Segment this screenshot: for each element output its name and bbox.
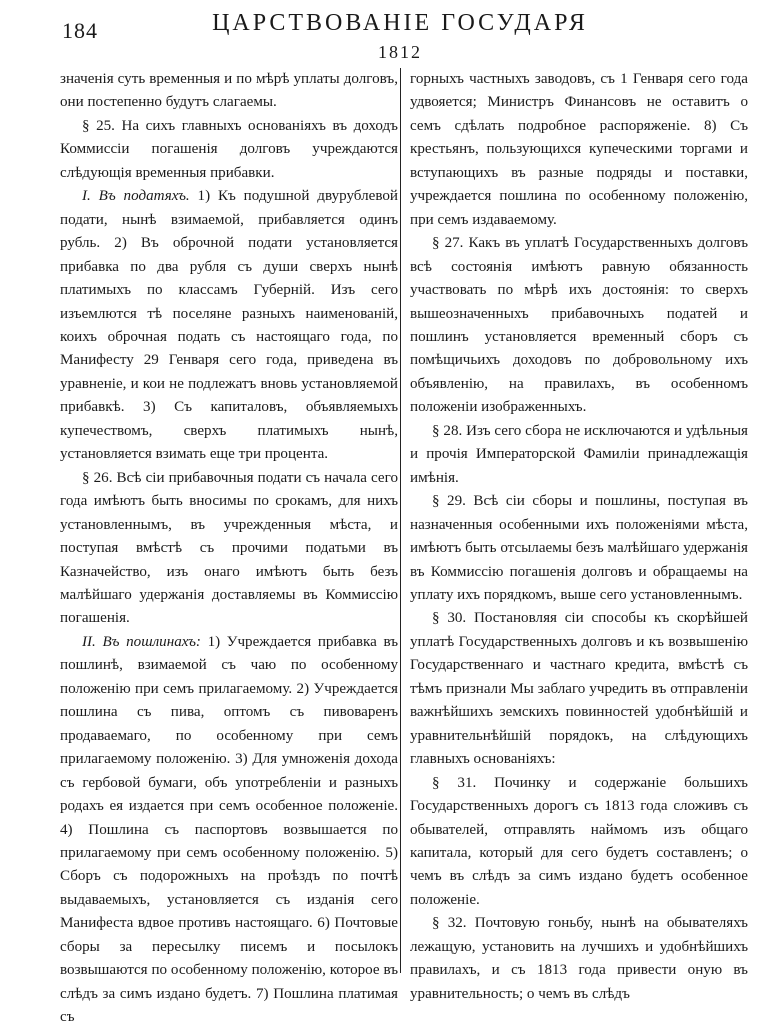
left-column [60, 68, 398, 1030]
paragraph: § 26. Всѣ сіи прибавочныя подати съ начала сего года имѣютъ быть вносимы по срокамъ, для нихъ установленнымъ, въ учрежденныя мѣста, и поступая вмѣстѣ съ прочими податьми въ Казначейство, изъ онаго имѣютъ быть безъ малѣйшаго удержанія доставляемы въ Коммиссію погашенія. [60, 469, 398, 627]
year-heading: 1812 [378, 42, 422, 62]
page-header [0, 0, 780, 72]
paragraph: § 30. Постановляя сіи способы къ скорѣйшей уплатѣ Государственныхъ долговъ и къ возвышенію Государственнаго и частнаго кредита, вмѣстѣ съ тѣмъ признали Мы заблаго учредить въ отправленіи важнѣйшихъ земскихъ повинностей удобнѣйшій и уравнительнѣйшій порядокъ, на слѣдующихъ главныхъ основаніяхъ: [410, 610, 748, 768]
page-number: 184 [62, 18, 98, 43]
paragraph: § 25. На сихъ главныхъ основаніяхъ въ доходъ Коммиссіи погашенія долговъ учреждаются слѣдующія временныя прибавки. [60, 117, 398, 181]
column-divider [400, 68, 401, 973]
paragraph-text: 1) Къ подушной двурублевой подати, нынѣ взимаемой, прибавляется одинъ рубль. 2) Въ оброчной подати установляется прибавка по два рубля съ души сверхъ нынѣ платимыхъ по классамъ Губерній. Изъ сего изъемлются тѣ поселяне разныхъ наименованій, коихъ оброчная подать съ настоящаго года, по Манифесту 29 Генваря сего года, приведена въ уравненіе, и кои не подлежатъ вновь установляемой прибавкѣ. 3) Съ капиталовъ, объявляемыхъ купечествомъ, сверхъ платимыхъ нынѣ, установляется взимать еще три процента. [60, 188, 398, 463]
paragraph: горныхъ частныхъ заводовъ, съ 1 Генваря сего года удвояется; Министръ Финансовъ не оставитъ о семъ сдѣлать подробное распоряженіе. 8) Съ крестьянъ, пользующихся купеческими торгами и вступающихъ въ разные подряды и поставки, учреждается пошлина по особенному положенію, при семъ издаваемому. [410, 71, 748, 228]
paragraph: § 27. Какъ въ уплатѣ Государственныхъ долговъ всѣ состоянія имѣютъ равную обязанность участвовать по мѣрѣ ихъ достоянія: то сверхъ вышеозначенныхъ прибавочныхъ податей и пошлинъ установляется временный сборъ съ помѣщичьихъ доходовъ по добровольному ихъ объявленію, на правилахъ, въ особенномъ положеніи изображенныхъ. [410, 235, 748, 416]
paragraph: § 32. Почтовую гоньбу, нынѣ на обывателяхъ лежащую, установить на лучшихъ и удобнѣйшихъ правилахъ, и съ 1813 года привести оную въ уравнительность; о чемъ въ слѣдъ [410, 915, 748, 1002]
right-column [410, 68, 748, 1006]
paragraph [60, 631, 398, 1030]
paragraph: § 31. Починку и содержаніе большихъ Государственныхъ дорогъ съ 1813 года сложивъ съ обывателей, отправлять наймомъ изъ общаго капитала, который для сего будетъ составленъ; о чемъ въ слѣдъ за симъ издано будетъ особенное положеніе. [410, 774, 748, 908]
paragraph: § 29. Всѣ сіи сборы и пошлины, поступая въ назначенныя особенными ихъ положеніями мѣста, имѣютъ быть отсылаемы безъ малѣйшаго удержанія въ Коммиссію погашенія долговъ и обращаемы на уплату ихъ порядкомъ, выше сего установленнымъ. [410, 493, 748, 603]
paragraph: значенія суть временныя и по мѣрѣ уплаты долговъ, они постепенно будутъ слагаемы. [60, 71, 398, 111]
section-lead: I. Въ податяхъ. [82, 188, 190, 205]
paragraph: § 28. Изъ сего сбора не исключаются и удѣльныя и прочія Императорской Фамиліи принадлежащія имѣнія. [410, 422, 748, 486]
paragraph-text: 1) Учреждается прибавка въ пошлинѣ, взимаемой съ чаю по особенному положенію при семъ прилагаемому. 2) Учреждается пошлина съ пива, оптомъ съ пивоваренъ продаваемаго, по особенному при семъ прилагаемому положенію. 3) Для умноженія дохода съ гербовой бумаги, объ употребленіи и разныхъ родахъ ея издается при семъ особенное положеніе. 4) Пошлина съ паспортовъ возвышается по прилагаемому при семъ особенному положенію. 5) Сборъ съ подорожныхъ на проѣздъ по почтѣ выдаваемыхъ, установляется съ изданія сего Манифеста вдвое противъ настоящаго. 6) Почтовые сборы за пересылку писемъ и посылокъ возвышаются по особенному положенію, которое въ слѣдъ за симъ издано будетъ. 7) Пошлина платимая съ [60, 633, 399, 1026]
running-title: ЦАРСТВОВАНІЕ ГОСУДАРЯ [212, 10, 588, 36]
paragraph [60, 185, 398, 466]
section-lead: II. Въ пошлинахъ: [82, 633, 201, 650]
